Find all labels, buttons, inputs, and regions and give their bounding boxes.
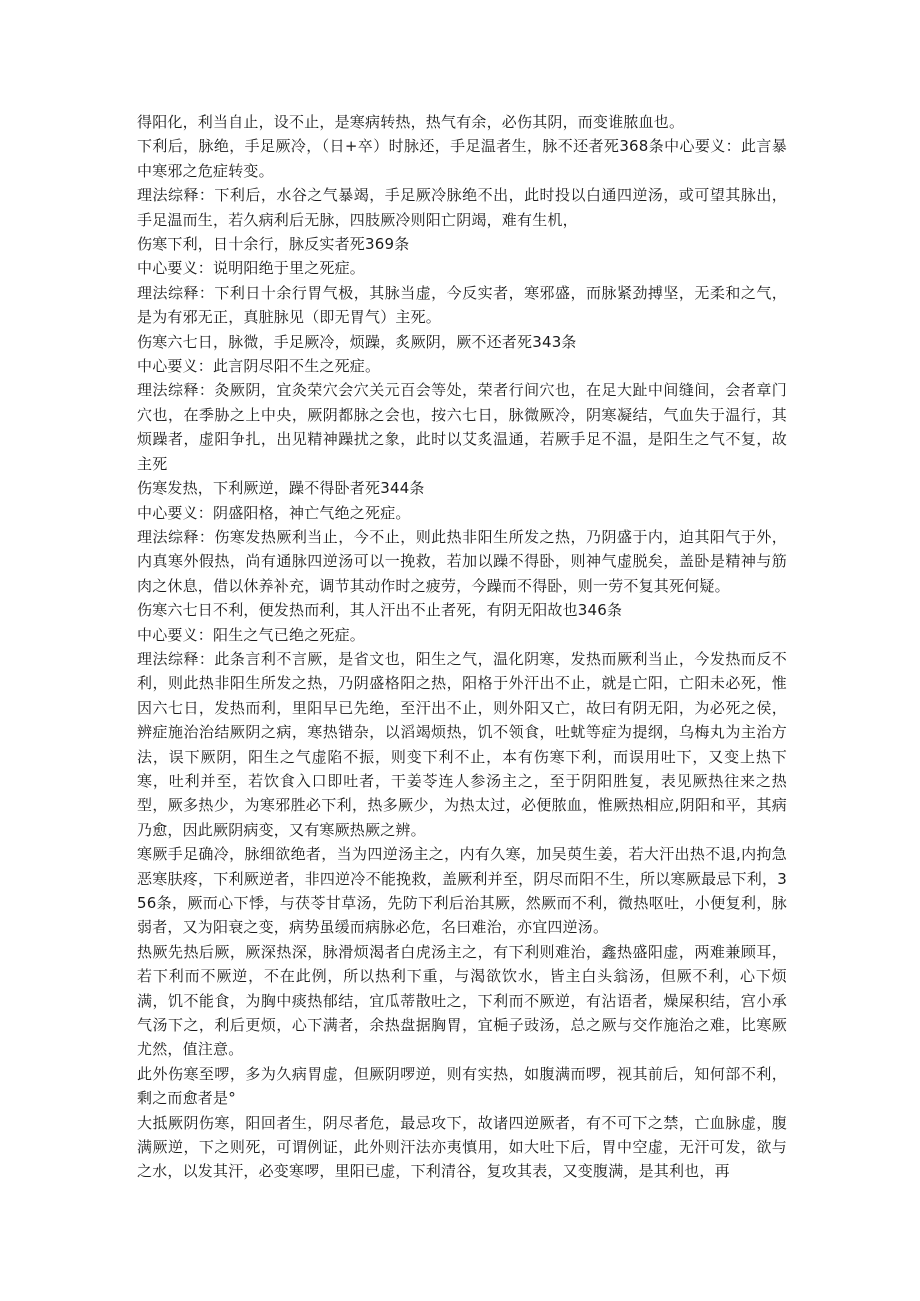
paragraph: 寒厥手足确冷，脉细欲绝者，当为四逆汤主之，内有久寒，加吴萸生姜，若大汗出热不退,内拘急恶寒肤疼，下利厥逆者，非四逆冷不能挽救，盖厥利并至，阴尽而阳不生，所以寒厥最忌下利，356条，厥而心下悸，与茯苓甘草汤，先防下利后治其厥，然厥而不利，微热呕吐，小便复利，脉弱者，又为阳衰之变，病势虽缓而病脉必危，名曰难治，亦宜四逆汤。 — [137, 845, 787, 937]
paragraph: 理法综释：此条言利不言厥，是省文也，阳生之气，温化阴寒，发热而厥利当止，今发热而反不利，则此热非阳生所发之热，乃阴盛格阳之热，阳格于外汗出不止，就是亡阳，亡阳未必死，惟因六七日，发热而利，里阳早已先绝，至汗出不止，则外阳又亡，故曰有阴无阳，为必死之侯，辨症施治治结厥阴之病，寒热错杂，以滔竭烦热，饥不领食，吐蚘等症为提纲，乌梅丸为主治方法，误下厥阴，阳生之气虚陷不振，则变下利不止，本有伤寒下利，而误用吐下，又变上热下寒，吐利并至，若饮食入口即吐者，干姜苓连人参汤主之，至于阴阳胜复，表见厥热往来之热型，厥多热少，为寒邪胜必下利，热多厥少，为热太过，必便脓血，惟厥热相应,阴阳和平，其病乃愈，因此厥阴病变，又有寒厥热厥之辨。 — [137, 649, 787, 839]
paragraph: 伤寒下利，日十余行，脉反实者死369条 — [137, 235, 410, 254]
paragraph: 此外伤寒至啰，多为久病胃虚，但厥阴啰逆，则有实热，如腹满而啰，视其前后，知何部不利，剩之而愈者是° — [137, 1064, 787, 1108]
paragraph: 中心要义：阳生之气已绝之死症。 — [137, 625, 366, 644]
paragraph: 下利后，脉绝，手足厥冷，（日+卒）时脉还，手足温者生，脉不还者死368条中心要义：此言暴中寒邪之危症转变。 — [137, 137, 787, 180]
paragraph: 理法综释：灸厥阴，宜灸荣穴会穴关元百会等处，荣者行间穴也，在足大趾中间缝间，会者章门穴也，在季胁之上中央，厥阴都脉之会也，按六七日，脉微厥冷，阴寒凝结，气血失于温行，其烦躁者，虚阳争扎，出见精神躁扰之象，此时以艾炙温通，若厥手足不温，是阳生之气不复，故主死 — [137, 381, 787, 473]
paragraph: 伤寒发热，下利厥逆，躁不得卧者死344条 — [137, 479, 425, 498]
paragraph: 中心要义：说明阳绝于里之死症。 — [137, 259, 366, 278]
paragraph: 大抵厥阴伤寒，阳回者生，阴尽者危，最忌攻下，故诸四逆厥者，有不可下之禁，亡血脉虚，腹满厥逆，下之则死，可谓例证，此外则汗法亦夷慎用，如大吐下后，胃中空虚，无汗可发，欲与之水，以发其汗，必变寒啰，里阳已虚，下利清谷，复攻其表，又变腹满，是其利也，再 — [137, 1113, 787, 1181]
paragraph: 伤寒六七日不利，便发热而利，其人汗出不止者死，有阴无阳故也346条 — [137, 601, 623, 620]
paragraph: 伤寒六七日，脉微，手足厥冷，烦躁，炙厥阴，厥不还者死343条 — [137, 332, 577, 351]
paragraph: 理法综释：伤寒发热厥利当止，今不止，则此热非阳生所发之热，乃阴盛于内，迫其阳气于外，内真寒外假热，尚有通脉四逆汤可以一挽救，若加以躁不得卧，则神气虚脱矣，盖卧是精神与筋肉之休息，借以休养补充，调节其动作时之疲劳，今躁而不得卧，则一劳不复其死何疑。 — [137, 527, 787, 595]
document-body — [137, 110, 787, 1184]
paragraph: 中心要义：此言阴尽阳不生之死症。 — [137, 357, 381, 376]
paragraph: 中心要义：阴盛阳格，神亡气绝之死症。 — [137, 503, 411, 522]
paragraph: 理法综释：下利日十余行胃气极，其脉当虚，今反实者，寒邪盛，而脉紧劲搏坚，无柔和之气，是为有邪无正，真脏脉见（即无胃气）主死。 — [137, 283, 787, 327]
paragraph: 理法综释：下利后，水谷之气暴竭，手足厥冷脉绝不出，此时投以白通四逆汤，或可望其脉出，手足温而生，若久病利后无脉，四肢厥冷则阳亡阴竭，难有生机， — [137, 186, 787, 229]
paragraph: 得阳化，利当自止，设不止，是寒病转热，热气有余，必伤其阴，而变谁脓血也。 — [137, 113, 685, 131]
paragraph: 热厥先热后厥，厥深热深，脉滑烦渴者白虎汤主之，有下利则难治，鑫热盛阳虚，两难兼顾耳，若下利而不厥逆，不在此例，所以热利下重，与渴欲饮水，皆主白头翁汤，但厥不利，心下烦满，饥不能食，为胸中痰热郁结，宜瓜蒂散吐之，下利而不厥逆，有沾语者，燥屎积结，宫小承气汤下之，利后更烦，心下满者，余热盘据胸胃，宜梔子豉汤，总之厥与交作施治之难，比寒厥尤然，值注意。 — [137, 942, 787, 1059]
